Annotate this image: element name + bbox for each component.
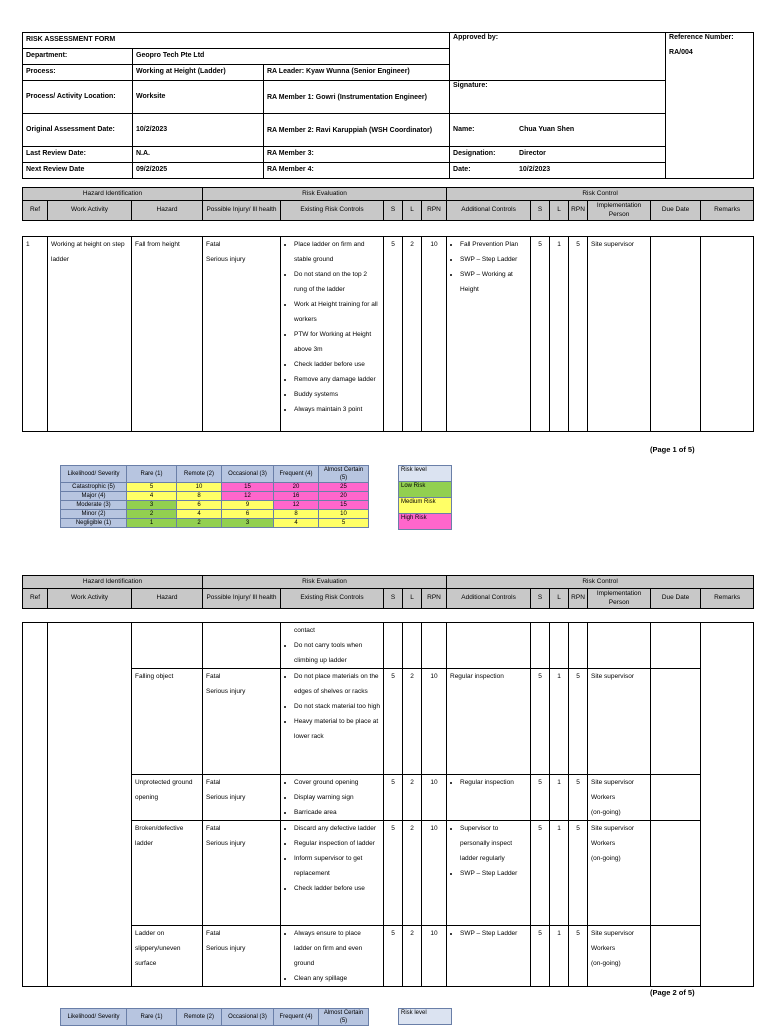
table-row <box>23 926 754 987</box>
date-label: Date: <box>453 166 471 174</box>
row-ref: 1 <box>23 237 48 432</box>
row-remarks <box>701 623 754 987</box>
list-item: • Do not stack material too high <box>294 699 380 714</box>
reference-label: Reference Number: <box>669 34 734 41</box>
row-remarks <box>701 237 754 432</box>
designation-cell <box>450 147 666 163</box>
row-existing-controls <box>281 821 384 926</box>
matrix-head-remote: Remote (2) <box>177 1009 222 1026</box>
process-label: Process: <box>23 65 133 81</box>
col-possible-injury: Possible Injury/ Ill health <box>203 589 281 609</box>
matrix-head-occasional: Occasional (3) <box>222 1009 274 1026</box>
matrix-cell: 12 <box>274 501 319 510</box>
row-existing-controls <box>281 775 384 821</box>
row-existing-controls <box>281 926 384 987</box>
matrix-row-label: Major (4) <box>61 492 127 501</box>
row-injury: Fatal Serious injury <box>203 926 281 987</box>
list-item: • Check ladder before use <box>294 881 380 896</box>
row-l2: 1 <box>550 926 569 987</box>
list-item: • Do not carry tools when climbing up ladder <box>294 638 380 668</box>
row-rpn: 10 <box>422 775 447 821</box>
matrix-head-almost-certain: Almost Certain (5) <box>319 1009 369 1026</box>
row-rpn2: 5 <box>569 926 588 987</box>
row-rpn: 10 <box>422 669 447 775</box>
row-hazard: Falling object <box>132 669 203 775</box>
reference-value: RA/004 <box>669 48 693 56</box>
matrix-cell: 20 <box>319 492 369 501</box>
list-item: • Cover ground opening <box>294 775 380 790</box>
row-injury: Fatal Serious injury <box>203 669 281 775</box>
last-review-value: N.A. <box>133 147 264 163</box>
original-date-label: Original Assessment Date: <box>23 114 133 147</box>
matrix-cell: 10 <box>177 483 222 492</box>
row-s2: 5 <box>531 237 550 432</box>
row-due-date <box>651 821 701 926</box>
row-implementation-person: Site supervisor Workers (on-going) <box>588 926 651 987</box>
list-item: • Always maintain 3 point <box>294 402 380 417</box>
matrix-row-label: Minor (2) <box>61 510 127 519</box>
row-rpn2: 5 <box>569 669 588 775</box>
matrix-cell: 16 <box>274 492 319 501</box>
matrix-cell: 2 <box>177 519 222 528</box>
list-item: • Barricade area <box>294 805 380 820</box>
matrix-cell: 25 <box>319 483 369 492</box>
row-additional-controls <box>447 775 531 821</box>
row-rpn: 10 <box>422 237 447 432</box>
row-existing-controls <box>281 237 384 432</box>
col-s: S <box>384 201 403 221</box>
row-activity <box>48 623 132 987</box>
col-implementation-person: Implementation Person <box>588 201 651 221</box>
matrix-cell: 12 <box>222 492 274 501</box>
list-item: • SWP – Step Ladder <box>460 866 527 881</box>
form-title: RISK ASSESSMENT FORM <box>23 33 450 49</box>
group-risk-evaluation: Risk Evaluation <box>203 576 447 589</box>
list-item: • SWP – Working at Height <box>460 267 527 297</box>
row-s2: 5 <box>531 775 550 821</box>
risk-level-legend <box>398 465 452 530</box>
matrix-row <box>61 510 369 519</box>
ra-member-3: RA Member 3: <box>264 147 450 163</box>
col-work-activity: Work Activity <box>48 589 132 609</box>
list-item: • SWP – Step Ladder <box>460 252 527 267</box>
row-additional-controls <box>447 926 531 987</box>
row-rpn2: 5 <box>569 821 588 926</box>
row-hazard: Unprotected ground opening <box>132 775 203 821</box>
matrix-cell: 20 <box>274 483 319 492</box>
col-due-date: Due Date <box>651 201 701 221</box>
col-s2: S <box>531 201 550 221</box>
row-injury: Fatal Serious injury <box>203 821 281 926</box>
matrix-cell: 6 <box>222 510 274 519</box>
col-ref: Ref <box>23 589 48 609</box>
list-item: • Check ladder before use <box>294 357 380 372</box>
col-work-activity: Work Activity <box>48 201 132 221</box>
legend-medium: Medium Risk <box>399 498 452 514</box>
matrix-cell: 8 <box>274 510 319 519</box>
matrix-head-row <box>61 466 369 483</box>
row-s: 5 <box>384 775 403 821</box>
group-hazard-identification: Hazard Identification <box>23 188 203 201</box>
matrix-head-almost-certain: Almost Certain (5) <box>319 466 369 483</box>
list-item: • Do not stand on the top 2 rung of the ladder <box>294 267 380 297</box>
matrix-cell: 4 <box>177 510 222 519</box>
process-value: Working at Height (Ladder) <box>133 65 264 81</box>
ra-member-1: RA Member 1: Gowri (Instrumentation Engineer) <box>264 81 450 114</box>
table-row <box>23 623 754 669</box>
row-hazard: Broken/defective ladder <box>132 821 203 926</box>
matrix-cell: 1 <box>127 519 177 528</box>
matrix-cell: 15 <box>319 501 369 510</box>
row-l: 2 <box>403 669 422 775</box>
group-risk-control: Risk Control <box>447 188 754 201</box>
col-implementation-person: Implementation Person <box>588 589 651 609</box>
list-item: • Inform supervisor to get replacement <box>294 851 380 881</box>
matrix-cell: 5 <box>127 483 177 492</box>
legend-high: High Risk <box>399 514 452 530</box>
matrix-cell: 4 <box>127 492 177 501</box>
row-additional-controls: Regular inspection <box>447 669 531 775</box>
last-review-label: Last Review Date: <box>23 147 133 163</box>
matrix-cell: 3 <box>127 501 177 510</box>
list-item: • Fall Prevention Plan <box>460 237 527 252</box>
row-due-date <box>651 623 701 669</box>
matrix-head-rare: Rare (1) <box>127 1009 177 1026</box>
table-row <box>23 775 754 821</box>
matrix-cell: 10 <box>319 510 369 519</box>
next-review-label: Next Review Date <box>23 163 133 179</box>
col-s2: S <box>531 589 550 609</box>
form-header-table <box>22 32 754 179</box>
row-l <box>403 623 422 669</box>
page-number: (Page 1 of 5) <box>650 445 695 454</box>
column-header-p1 <box>22 187 754 221</box>
list-item: • Clean any spillage <box>294 971 380 986</box>
list-item: • Regular inspection <box>460 775 527 790</box>
list-item: • Work at Height training for all workers <box>294 297 380 327</box>
col-remarks: Remarks <box>701 589 754 609</box>
table-row <box>23 237 754 432</box>
row-activity: Working at height on step ladder <box>48 237 132 432</box>
row-s: 5 <box>384 669 403 775</box>
col-l2: L <box>550 201 569 221</box>
list-item: • PTW for Working at Height above 3m <box>294 327 380 357</box>
row-s: 5 <box>384 237 403 432</box>
list-item: • Heavy material to be place at lower rack <box>294 714 380 744</box>
row-existing-controls <box>281 623 384 669</box>
row-rpn <box>422 623 447 669</box>
row-implementation-person <box>588 623 651 669</box>
row-s: 5 <box>384 926 403 987</box>
row-implementation-person: Site supervisor Workers (on-going) <box>588 775 651 821</box>
matrix-row-label: Negligible (1) <box>61 519 127 528</box>
list-item: contact <box>294 627 315 634</box>
row-due-date <box>651 775 701 821</box>
group-hazard-identification: Hazard Identification <box>23 576 203 589</box>
list-item: • Place ladder on firm and stable ground <box>294 237 380 267</box>
list-item: • Discard any defective ladder <box>294 821 380 836</box>
row-l: 2 <box>403 926 422 987</box>
row-additional-controls <box>447 623 531 669</box>
matrix-head-remote: Remote (2) <box>177 466 222 483</box>
location-label: Process/ Activity Location: <box>23 81 133 114</box>
matrix-row <box>61 483 369 492</box>
row-s2: 5 <box>531 926 550 987</box>
group-risk-evaluation: Risk Evaluation <box>203 188 447 201</box>
col-l: L <box>403 589 422 609</box>
matrix-cell: 3 <box>222 519 274 528</box>
list-item: • Always ensure to place ladder on firm and even ground <box>294 926 380 971</box>
row-rpn2: 5 <box>569 775 588 821</box>
matrix-head-rare: Rare (1) <box>127 466 177 483</box>
row-injury: Fatal Serious injury <box>203 775 281 821</box>
col-hazard: Hazard <box>132 201 203 221</box>
table-row <box>23 669 754 775</box>
row-injury: Fatal Serious injury <box>203 237 281 432</box>
row-l: 2 <box>403 821 422 926</box>
col-hazard: Hazard <box>132 589 203 609</box>
list-item: • Remove any damage ladder <box>294 372 380 387</box>
designation-value: Director <box>519 150 546 158</box>
row-implementation-person: Site supervisor <box>588 237 651 432</box>
list-item: • Supervisor to personally inspect ladder regularly <box>460 821 527 866</box>
page-number: (Page 2 of 5) <box>650 988 695 997</box>
list-item: • SWP – Step Ladder <box>460 926 527 941</box>
name-value: Chua Yuan Shen <box>519 125 575 133</box>
row-existing-controls <box>281 669 384 775</box>
list-item: • Display warning sign <box>294 790 380 805</box>
col-existing-controls: Existing Risk Controls <box>281 589 384 609</box>
row-l: 2 <box>403 237 422 432</box>
row-ref <box>23 623 48 987</box>
col-rpn: RPN <box>422 201 447 221</box>
matrix-row <box>61 519 369 528</box>
col-remarks: Remarks <box>701 201 754 221</box>
row-s <box>384 623 403 669</box>
column-header-p2 <box>22 575 754 609</box>
matrix-head-occasional: Occasional (3) <box>222 466 274 483</box>
name-cell <box>450 114 666 147</box>
legend-low: Low Risk <box>399 482 452 498</box>
col-existing-controls: Existing Risk Controls <box>281 201 384 221</box>
row-l2 <box>550 623 569 669</box>
row-hazard: Ladder on slippery/uneven surface <box>132 926 203 987</box>
risk-matrix <box>60 465 369 528</box>
col-possible-injury: Possible Injury/ Ill health <box>203 201 281 221</box>
list-item: • Buddy systems <box>294 387 380 402</box>
row-rpn2 <box>569 623 588 669</box>
matrix-head-frequent: Frequent (4) <box>274 1009 319 1026</box>
department-label: Department: <box>23 49 133 65</box>
row-due-date <box>651 669 701 775</box>
row-s2 <box>531 623 550 669</box>
list-item: • Regular inspection of ladder <box>294 836 380 851</box>
approved-by-label: Approved by: <box>450 33 666 81</box>
row-additional-controls <box>447 821 531 926</box>
row-l2: 1 <box>550 669 569 775</box>
matrix-row <box>61 492 369 501</box>
row-l2: 1 <box>550 821 569 926</box>
col-additional-controls: Additional Controls <box>447 589 531 609</box>
matrix-head-corner: Likelihood/ Severity <box>61 1009 127 1026</box>
row-s2: 5 <box>531 669 550 775</box>
list-item: • Do not place materials on the edges of shelves or racks <box>294 669 380 699</box>
row-l2: 1 <box>550 237 569 432</box>
ra-leader: RA Leader: Kyaw Wunna (Senior Engineer) <box>264 65 450 81</box>
matrix-head-frequent: Frequent (4) <box>274 466 319 483</box>
row-injury <box>203 623 281 669</box>
col-l2: L <box>550 589 569 609</box>
col-additional-controls: Additional Controls <box>447 201 531 221</box>
matrix-cell: 4 <box>274 519 319 528</box>
row-rpn: 10 <box>422 926 447 987</box>
row-rpn2: 5 <box>569 237 588 432</box>
row-rpn: 10 <box>422 821 447 926</box>
date-value: 10/2/2023 <box>519 166 551 174</box>
col-ref: Ref <box>23 201 48 221</box>
row-due-date <box>651 926 701 987</box>
row-hazard <box>132 623 203 669</box>
hazard-table-p2 <box>22 622 754 987</box>
original-date-value: 10/2/2023 <box>133 114 264 147</box>
matrix-cell: 2 <box>127 510 177 519</box>
row-s2: 5 <box>531 821 550 926</box>
col-s: S <box>384 589 403 609</box>
legend-head: Risk level <box>399 466 452 482</box>
location-value: Worksite <box>133 81 264 114</box>
ra-member-2: RA Member 2: Ravi Karuppiah (WSH Coordinator) <box>264 114 450 147</box>
designation-label: Designation: <box>453 150 496 158</box>
risk-level-legend-partial <box>398 1008 452 1025</box>
matrix-cell: 9 <box>222 501 274 510</box>
legend-head: Risk level <box>399 1009 452 1025</box>
row-s: 5 <box>384 821 403 926</box>
col-l: L <box>403 201 422 221</box>
department-value: Geopro Tech Pte Ltd <box>133 49 450 65</box>
col-due-date: Due Date <box>651 589 701 609</box>
date-cell <box>450 163 666 179</box>
col-rpn2: RPN <box>569 201 588 221</box>
next-review-value: 09/2/2025 <box>133 163 264 179</box>
name-label: Name: <box>453 125 475 133</box>
matrix-row-label: Catastrophic (5) <box>61 483 127 492</box>
row-implementation-person: Site supervisor Workers (on-going) <box>588 821 651 926</box>
matrix-cell: 8 <box>177 492 222 501</box>
row-hazard: Fall from height <box>132 237 203 432</box>
ra-member-4: RA Member 4: <box>264 163 450 179</box>
signature-label: Signature: <box>450 81 666 114</box>
row-due-date <box>651 237 701 432</box>
row-l: 2 <box>403 775 422 821</box>
row-implementation-person: Site supervisor <box>588 669 651 775</box>
matrix-head-corner: Likelihood/ Severity <box>61 466 127 483</box>
col-rpn2: RPN <box>569 589 588 609</box>
matrix-cell: 6 <box>177 501 222 510</box>
hazard-table-p1 <box>22 236 754 432</box>
risk-matrix-partial <box>60 1008 369 1026</box>
row-l2: 1 <box>550 775 569 821</box>
matrix-row-label: Moderate (3) <box>61 501 127 510</box>
matrix-cell: 15 <box>222 483 274 492</box>
row-additional-controls <box>447 237 531 432</box>
col-rpn: RPN <box>422 589 447 609</box>
group-risk-control: Risk Control <box>447 576 754 589</box>
table-row <box>23 821 754 926</box>
matrix-row <box>61 501 369 510</box>
reference-cell <box>666 33 754 179</box>
matrix-cell: 5 <box>319 519 369 528</box>
